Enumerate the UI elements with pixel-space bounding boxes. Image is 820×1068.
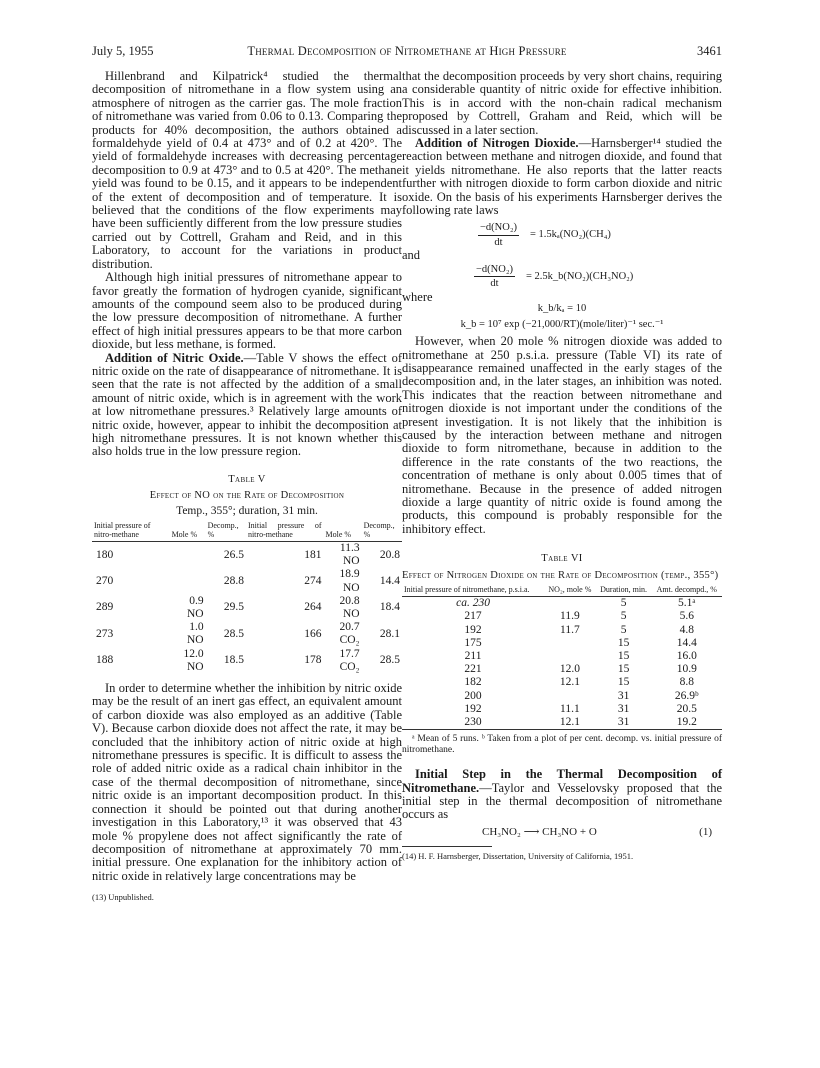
table-row: [402, 610, 722, 623]
table-cell: 221: [464, 663, 482, 676]
table-header-row: [92, 522, 402, 542]
paragraph: Although high initial pressures of nitromethane appear to favor greatly the formation of hydrogen cyanide, significant amounts of the compound seem also to be produced during the low pressure decomposition of nitromethane. A further effect of high initial pressures appears to be that more carbon dioxide, but less methane, is formed.: [92, 270, 402, 352]
table-cell: 0.9 NO: [186, 594, 204, 621]
equation-fraction: $\frac{\text{−d(NO₂)}}{dt}$: [480, 222, 517, 248]
table-cell: 28.5: [223, 627, 244, 640]
table-cell: 11.1: [560, 702, 580, 715]
table-cell: 29.5: [223, 601, 244, 614]
table-cell: 200: [464, 689, 482, 702]
table-cell: 12.1: [559, 676, 580, 689]
header-title: Thermal Decomposition of Nitromethane at High Pressure: [247, 44, 567, 58]
table-footnote: ᵃ Mean of 5 runs. ᵇ Taken from a plot of per cent. decomp. vs. initial pressure of nitromethane.: [402, 734, 722, 756]
table-cell: 178: [304, 654, 322, 667]
table-row: [92, 542, 402, 569]
section-heading: Initial Step in the Thermal Decomposition of Nitromethane.: [402, 767, 722, 795]
table-row: [92, 595, 402, 621]
table-cell: 28.8: [223, 575, 244, 587]
table-cell: 31: [617, 715, 630, 728]
table-cell: 31: [617, 689, 630, 702]
column-header: Amt. decompd., %: [656, 584, 717, 594]
table-subtitle: Temp., 355°; duration, 31 min.: [176, 504, 318, 517]
equation-rhs: = 2.5k_b(NO₂)(CH₃NO₂): [526, 270, 634, 282]
table-cell: 31: [617, 702, 630, 715]
column-header: Mole %: [171, 529, 198, 539]
table-cell: 12.1: [559, 715, 580, 728]
table-row: [92, 568, 402, 594]
column-header: Initial pressure of nitro-methane: [247, 521, 322, 539]
column-header: NO₂, mole %: [548, 584, 592, 594]
paragraph: In order to determine whether the inhibition by nitric oxide may be the result of an inert gas effect, an equivalent amount of carbon dioxide was also employed as an additive (Table V). Because carbon dioxide does not affect the rate, it may be concluded that the inhibitory action of nitric oxide at high nitromethane pressures is specific. It is difficult to assess the role of added nitric oxide as a radical chain inhibitor in the case of the thermal decomposition of nitromethane, since nitric oxide is an important decomposition product. In this connection it should be pointed out that during another investigation in this Laboratory,¹³ it was observed that 43 mole % propylene does not affect significantly the rate of decomposition of nitromethane at approximately 70 mm. initial pressure. One explanation for the inhibitory action of nitric oxide in relatively large concentrations may be: [92, 681, 402, 883]
table-cell: 5.6: [679, 610, 694, 623]
table-row: [402, 703, 722, 716]
reaction: CH₃NO₂ ⟶ CH₃NO + O: [482, 825, 597, 838]
table-cell: 230: [464, 715, 482, 728]
column-header: Duration, min.: [600, 584, 648, 594]
footnote: (13) Unpublished.: [92, 892, 154, 903]
table-cell: 28.1: [379, 627, 400, 640]
table-label: Table V: [228, 473, 266, 485]
header-page-number: 3461: [697, 44, 722, 58]
column-header: Initial pressure of nitro-methane: [94, 521, 151, 539]
table-cell: [544, 597, 596, 611]
table-cell: 11.3 NO: [339, 542, 360, 568]
equation-fraction: $\frac{\text{−d(NO₂)}}{dt}$: [476, 263, 513, 290]
reaction-equation: [402, 826, 722, 840]
table-row: [402, 624, 722, 637]
table-cell: 20.7 CO₂: [339, 621, 360, 647]
table-title: Effect of NO on the Rate of Decomposition: [149, 490, 345, 502]
table-cell: 12.0: [559, 663, 580, 676]
table-cell: 14.4: [676, 636, 697, 649]
table-cell: [170, 542, 206, 569]
paragraph: Addition of Nitric Oxide.—Table V shows the effect of nitric oxide on the rate of disappearance of nitromethane. It is seen that the rate is not affected by the addition of a small amount of nitric oxide, which is in agreement with the work at low nitromethane pressures.³ Relatively large amounts of nitric oxide, however, appear to inhibit the decomposition at high nitromethane pressures. It is not known whether this also holds true in the low pressure region.: [92, 350, 402, 459]
table-cell: 18.5: [223, 654, 244, 667]
table-cell: ca. 230: [456, 597, 490, 610]
table-cell: 15: [617, 676, 630, 689]
table-cell: 182: [464, 676, 482, 689]
table-row: [402, 716, 722, 730]
table-v: [92, 522, 402, 674]
table-vi: [402, 586, 722, 731]
table-row: [92, 621, 402, 647]
section-heading: Addition of Nitrogen Dioxide.: [415, 136, 579, 151]
table-cell: 20.5: [676, 702, 697, 715]
paragraph: However, when 20 mole % nitrogen dioxide was added to nitromethane at 250 p.s.i.a. pressure (Table VI) its rate of disappearance remained unaffected in the early stages of the decomposition and, in the later stages, an inhibition was noted. This indicates that the reaction between nitromethane and nitrogen dioxide is not important under the conditions of the present investigation. It is not likely that the inhibition is caused by the interaction between methane and nitrogen dioxide to form nitromethane, because in addition to the difference in the rate constants of the two reactions, the concentration of methane is only about 0.005 times that of nitromethane. Because in the presence of added nitrogen dioxide a large quantity of nitric oxide is found among the products, this compound is probably responsible for the inhibitory effect.: [402, 334, 722, 536]
table-cell: 289: [96, 601, 114, 614]
paragraph: Initial Step in the Thermal Decomposition of Nitromethane.—Taylor and Vesselovsky proposed that the initial step in the thermal decomposition of nitromethane occurs as: [402, 767, 722, 822]
column-header: Decomp., %: [363, 521, 395, 539]
equation-4: k_b = 10⁷ exp (−21,000/RT)(mole/liter)⁻¹ sec.⁻¹: [460, 318, 664, 330]
table-cell: 8.8: [679, 676, 694, 689]
table-cell: 188: [96, 654, 114, 667]
paragraph: Hillenbrand and Kilpatrick⁴ studied the thermal decomposition of nitromethane in a flow system using an atmosphere of nitrogen as the carrier gas. The mole fraction of nitromethane was varied from 0.06 to 0.13. Comparing the products for 40% decomposition, the authors obtained a formaldehyde yield of 0.4 at 473° and of 0.2 at 420°. The yield of formaldehyde increases with decreasing percentage decomposition to 0.9 at 473° and to 0.5 at 420°. The methane yield was found to be 0.15, and it appears to be independent of the extent of decomposition and of temperature. It is believed that the conditions of the flow experiments may have been sufficiently different from the low pressure studies carried out by Cottrell, Graham and Reid, and in this Laboratory, to account for the variations in product distribution.: [92, 69, 402, 271]
footnote-divider: [402, 846, 492, 847]
table-cell: 15: [617, 649, 630, 662]
table-cell: 28.5: [379, 654, 400, 667]
table-cell: [170, 568, 206, 594]
paragraph: that the decomposition proceeds by very short chains, requiring a considerable quantity of nitric oxide for effective inhibition. This is in accord with the non-chain radical mechanism proposed by Cottrell, Graham and Reid, which will be discussed in a later section.: [402, 69, 722, 137]
table-cell: 18.9 NO: [339, 568, 360, 594]
page-header: [92, 44, 722, 60]
table-cell: 274: [304, 575, 322, 587]
table-cell: 17.7 CO₂: [339, 647, 360, 673]
column-header: Decomp., %: [207, 521, 239, 539]
footnote: (14) H. F. Harnsberger, Dissertation, University of California, 1951.: [402, 850, 634, 861]
column-header: Initial pressure of nitromethane, p.s.i.a.: [404, 584, 530, 594]
table-cell: 180: [96, 548, 114, 561]
table-cell: 20.8 NO: [339, 594, 360, 621]
table-cell: 270: [96, 575, 114, 587]
text-where: where: [402, 289, 433, 304]
table-row: [402, 676, 722, 689]
paragraph: Addition of Nitrogen Dioxide.—Harnsberger¹⁴ studied the reaction between methane and nitrogen dioxide, and found that it yields nitromethane. He also reports that the latter reacts further with nitrogen dioxide to form carbon dioxide and nitric oxide. On the basis of his experiments Harnsberger derives the following rate laws: [402, 136, 722, 218]
table-cell: 192: [464, 623, 482, 636]
table-cell: 14.4: [379, 575, 400, 587]
table-cell: 264: [304, 601, 322, 614]
table-cell: 5: [620, 610, 627, 623]
table-cell: 15: [617, 636, 630, 649]
table-header-row: [402, 586, 722, 597]
table-cell: 5: [620, 597, 627, 610]
section-heading: Addition of Nitric Oxide.: [105, 350, 244, 365]
equation-number: (1): [699, 825, 712, 838]
table-cell: 16.0: [676, 649, 697, 662]
table-cell: [544, 637, 596, 650]
table-cell: 10.9: [676, 663, 697, 676]
table-row: [402, 690, 722, 703]
table-cell: 11.7: [560, 623, 580, 636]
left-column: [92, 70, 402, 905]
table-row: [402, 637, 722, 650]
right-column: [402, 70, 722, 863]
table-cell: 12.0 NO: [183, 647, 204, 673]
table-cell: 20.8: [379, 548, 400, 561]
table-cell: 18.4: [379, 601, 400, 614]
text-and: and: [402, 248, 421, 263]
table-cell: [544, 650, 596, 663]
table-cell: 273: [96, 627, 114, 640]
table-cell: 175: [464, 636, 482, 649]
header-date: July 5, 1955: [92, 44, 154, 58]
table-cell: 166: [304, 627, 322, 640]
table-cell: 192: [464, 702, 482, 715]
table-cell: 11.9: [560, 610, 580, 623]
table-row: [92, 648, 402, 674]
table-row: [402, 663, 722, 676]
table-cell: 5.1ᵃ: [677, 597, 696, 610]
table-row: [402, 650, 722, 663]
table-cell: [544, 690, 596, 703]
equation-3: k_b/kₐ = 10: [537, 303, 587, 315]
table-cell: 15: [617, 663, 630, 676]
table-cell: 26.5: [223, 548, 244, 561]
table-cell: 4.8: [679, 623, 694, 636]
table-title: Effect of Nitrogen Dioxide on the Rate of Decomposition (temp., 355°): [402, 569, 719, 581]
table-row: [402, 597, 722, 611]
equation-rhs: = 1.5kₐ(NO₂)(CH₄): [530, 229, 611, 241]
table-cell: 1.0 NO: [186, 621, 204, 647]
table-cell: 217: [464, 610, 482, 623]
table-label: Table VI: [541, 553, 583, 565]
equation-2: [402, 263, 722, 291]
table-cell: 211: [464, 649, 482, 662]
table-cell: 19.2: [676, 715, 697, 728]
column-header: Mole %: [325, 529, 352, 539]
equation-1: [402, 221, 722, 249]
table-cell: 181: [304, 548, 322, 561]
table-cell: 26.9ᵇ: [674, 689, 699, 702]
table-cell: 5: [620, 623, 627, 636]
